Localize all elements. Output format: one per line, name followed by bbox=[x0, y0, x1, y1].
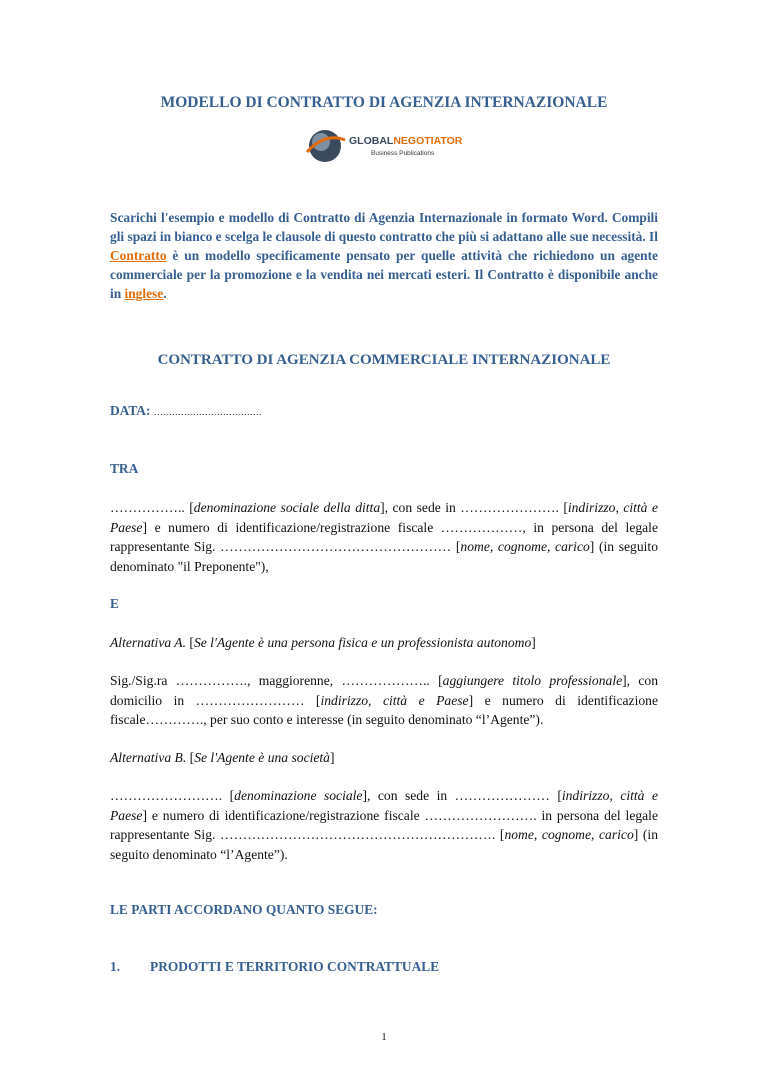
contract-title: CONTRATTO DI AGENZIA COMMERCIALE INTERNAZIONALE bbox=[157, 352, 611, 368]
text-segment: Alternativa A. bbox=[110, 635, 187, 650]
text-segment: denominazione sociale della ditta bbox=[193, 500, 381, 515]
alternative-b bbox=[110, 748, 658, 768]
text-segment: Se l'Agente è una persona fisica e un professionista autonomo bbox=[193, 635, 532, 650]
text-segment: [ bbox=[186, 635, 194, 650]
text-segment: ] e numero di identificazione/registrazione fiscale ………………, in persona del legale rappresentante Sig. …………………………………………… [ bbox=[110, 519, 658, 554]
text-segment: indirizzo, città e Paese bbox=[110, 500, 658, 535]
section-1-heading: 1. PRODOTTI E TERRITORIO CONTRATTUALE bbox=[110, 959, 440, 974]
alternative-a bbox=[110, 633, 658, 653]
text-segment: [ bbox=[186, 750, 195, 765]
global-negotiator-logo bbox=[305, 126, 465, 166]
text-segment: indirizzo, città e Paese bbox=[320, 692, 469, 708]
text-segment: ], con domicilio in …………………… [ bbox=[110, 673, 659, 708]
page-number: 1 bbox=[381, 1031, 387, 1043]
text-segment: ……………………. [ bbox=[110, 788, 235, 803]
link-inglese[interactable]: inglese bbox=[124, 286, 164, 301]
text-segment: ] bbox=[531, 635, 536, 650]
text-segment: Scarichi l'esempio e modello di Contratto di Agenzia Internazionale in formato Word. Compili gli spazi in bianco e scelga le clausole di questo contratto che più si adattano alle sue necessità. Il bbox=[110, 210, 658, 244]
document-title: MODELLO DI CONTRATTO DI AGENZIA INTERNAZIONALE bbox=[160, 94, 608, 111]
globe-icon bbox=[305, 126, 465, 166]
text-segment: aggiungere titolo professionale bbox=[442, 673, 623, 688]
text-segment: indirizzo, città e Paese bbox=[110, 788, 658, 823]
intro-paragraph bbox=[110, 208, 658, 303]
text-segment: ], con sede in ………………… [ bbox=[362, 788, 562, 803]
parti-heading: LE PARTI ACCORDANO QUANTO SEGUE: bbox=[110, 902, 378, 917]
text-segment: Alternativa B. bbox=[110, 750, 187, 765]
text-segment: ] (in seguito denominato “l’Agente”). bbox=[110, 827, 658, 862]
logo-tagline: Business Publications bbox=[371, 150, 435, 157]
preponente-paragraph bbox=[110, 498, 658, 576]
date-field: ……………………………… bbox=[153, 407, 262, 417]
logo-brand: GLOBALNEGOTIATOR bbox=[349, 135, 463, 147]
text-segment: Sig./Sig.ra ……………., maggiorenne, ……………….. [ bbox=[110, 673, 443, 688]
date-line: DATA: ……………………………… bbox=[110, 403, 262, 418]
text-segment: ], con sede in …………………. [ bbox=[380, 500, 568, 515]
text-segment: è un modello specificamente pensato per quelle attività che richiedono un agente commerciale per la promozione e la vendita nei mercati esteri. Il Contratto è disponibile anche in bbox=[110, 248, 658, 301]
link-contratto[interactable]: Contratto bbox=[110, 248, 167, 263]
agent-company-paragraph bbox=[110, 786, 658, 864]
text-segment: …………….. [ bbox=[110, 500, 194, 515]
text-segment: denominazione sociale bbox=[234, 788, 363, 803]
tra-heading: TRA bbox=[110, 461, 139, 476]
text-segment: Se l'Agente è una società bbox=[194, 750, 330, 765]
text-segment: nome, cognome, carico bbox=[504, 827, 634, 842]
text-segment: ] bbox=[329, 750, 335, 765]
text-segment: ] (in seguito denominato "il Preponente"), bbox=[110, 539, 659, 574]
text-segment: nome, cognome, carico bbox=[460, 539, 590, 554]
text-segment: ] e numero di identificazione/registrazione fiscale ……………………. in persona del legale rappresentante Sig. ……………………………………………………. [ bbox=[110, 807, 658, 842]
agent-person-paragraph bbox=[110, 671, 658, 730]
text-segment: ] e numero di identificazione fiscale…………., per suo conto e interesse (in seguito denominato “l’Agente”). bbox=[110, 692, 658, 727]
text-segment: . bbox=[163, 286, 167, 301]
e-heading: E bbox=[110, 596, 119, 611]
